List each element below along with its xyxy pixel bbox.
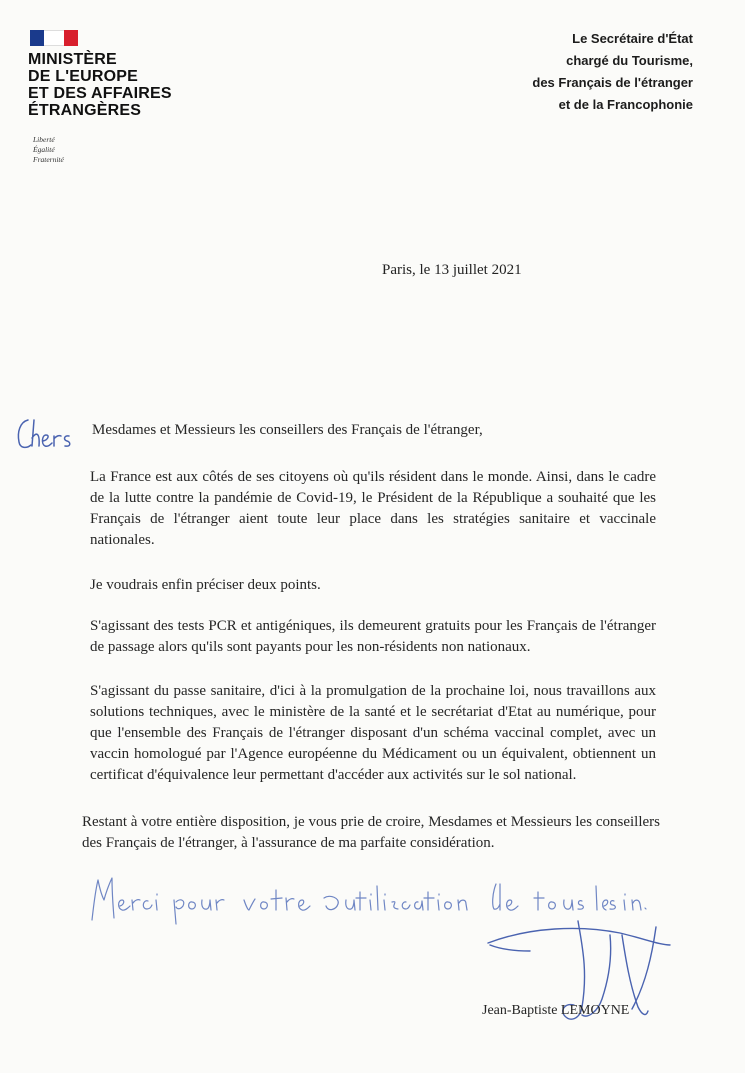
ministry-line: DE L'EUROPE [28,68,139,85]
signer-name: Jean-Baptiste LEMOYNE [482,1003,630,1018]
body-paragraph: Je voudrais enfin préciser deux points. [90,577,321,593]
body-paragraph: S'agissant du passe sanitaire, d'ici à la promulgation de la prochaine loi, nous travaillons aux solutions techniques, avec le ministère de la santé et le secrétariat d'Etat au numérique, pour que l'ensemble des Français de l'étranger disposant d'un schéma vaccinal complet, avec un vaccin homologué par l'Agence européenne du Médicament ou un équivalent, obtiennent un certificat d'équivalence leur permettant d'accéder aux activités sur le sol national. [90,683,656,783]
sender-line: des Français de l'étranger [532,75,693,90]
body-paragraph: La France est aux côtés de ses citoyens où qu'ils résident dans le monde. Ainsi, dans le cadre de la lutte contre la pandémie de Covid-19, le Président de la République a souhaité que les Français de l'étranger aient toute leur place dans les stratégies sanitaire et vaccinale nationales. [90,469,656,548]
ministry-line: ET DES AFFAIRES [28,85,172,102]
closing-paragraph: Restant à votre entière disposition, je vous prie de croire, Mesdames et Messieurs les conseillers des Français de l'étranger, à l'assurance de ma parfaite considération. [82,814,660,851]
motto-line: Liberté [33,135,55,144]
salutation: Mesdames et Messieurs les conseillers des Français de l'étranger, [92,422,483,438]
sender-line: et de la Francophonie [558,97,693,112]
handwritten-chers [14,414,84,454]
ministry-line: ÉTRANGÈRES [28,102,142,119]
letter-date: Paris, le 13 juillet 2021 [382,262,522,278]
ministry-line: MINISTÈRE [28,51,117,68]
motto-line: Égalité [33,145,55,154]
republic-motto [33,135,64,165]
marianne-flag-logo [30,30,78,46]
body-paragraph: S'agissant des tests PCR et antigéniques, ils demeurent gratuits pour les Français de l'étranger de passage alors qu'ils sont payants pour les non-résidents non nationaux. [90,618,656,655]
sender-line: Le Secrétaire d'État [572,31,693,46]
sender-line: chargé du Tourisme, [566,53,693,68]
motto-line: Fraternité [33,155,64,164]
sender-block [532,28,693,116]
ministry-name [28,51,172,119]
